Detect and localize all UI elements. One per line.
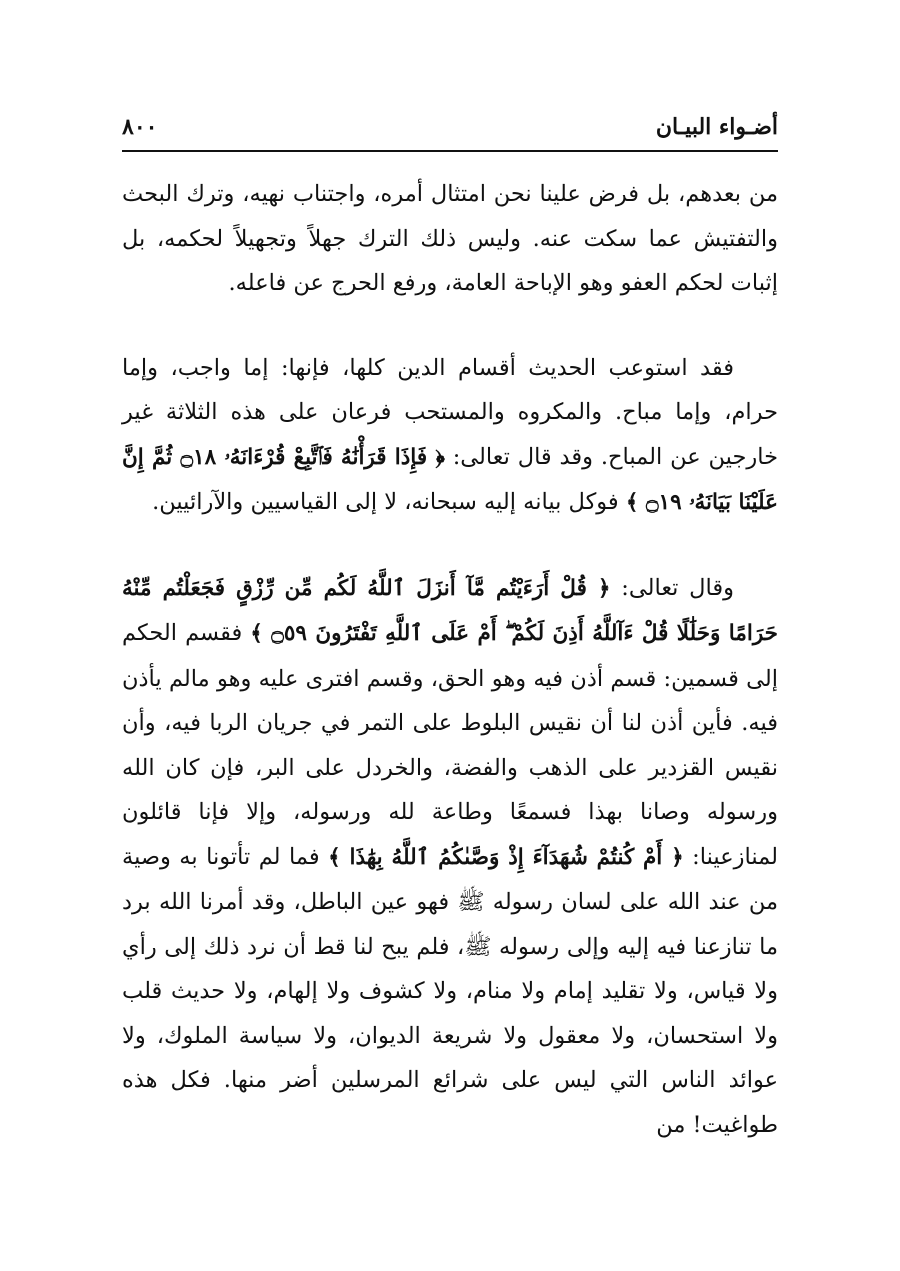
quran-verse: ﴿ أَمْ كُنتُمْ شُهَدَآءَ إِذْ وَصَّىٰكُمُ ٱللَّهُ بِهَٰذَا ﴾ — [328, 844, 684, 870]
paragraph-text: فما لم تأتونا به وصية من عند الله على لسان رسوله ﷺ فهو عين الباطل، وقد أمرنا الله برد ما تنازعنا فيه إليه وإلى رسوله ﷺ، فلم يبح لنا قط أن نرد ذلك إلى رأي ولا قياس، ولا تقليد إمام ولا منام، ولا كشوف ولا إلهام، ولا حديث قلب ولا استحسان، ولا معقول ولا شريعة الديوان، ولا سياسة الملوك، ولا عوائد الناس التي ليس على شرائع المرسلين أضر منها. فكل هذه طواغيت! من — [122, 843, 778, 1138]
paragraph-text: من بعدهم، بل فرض علينا نحن امتثال أمره، واجتناب نهيه، وترك البحث والتفتيش عما سكت عنه. وليس ذلك الترك جهلاً وتجهيلاً لحكمه، بل إثبات لحكم العفو وهو الإباحة العامة، ورفع الحرج عن فاعله. — [122, 181, 778, 296]
paragraph-1 — [122, 172, 778, 306]
book-title: أضـواء البيـان — [655, 114, 778, 140]
header-divider — [122, 150, 778, 152]
paragraph-3 — [122, 566, 778, 1148]
page-number: ٨٠٠ — [122, 114, 158, 140]
quran-verse: ﴿ فَإِذَا قَرَأْنَٰهُ فَٱتَّبِعْ قُرْءَانَهُۥ ۝١٨ ثُمَّ إِنَّ عَلَيْنَا بَيَانَهُۥ ۝١٩ ﴾ — [122, 444, 778, 515]
paragraph-2 — [122, 346, 778, 526]
paragraph-text: وقال تعالى: — [610, 574, 735, 601]
quran-verse: ﴿ قُلْ أَرَءَيْتُم مَّآ أَنزَلَ ٱللَّهُ لَكُم مِّن رِّزْقٍ فَجَعَلْتُم مِّنْهُ حَرَامًا وَحَلَٰلًا قُلْ ءَآللَّهُ أَذِنَ لَكُمْ ۖ أَمْ عَلَى ٱللَّهِ تَفْتَرُونَ ۝٥٩ ﴾ — [122, 575, 778, 646]
page-header — [122, 108, 778, 148]
paragraph-text: فقسم الحكم إلى قسمين: قسم أذن فيه وهو الحق، وقسم افترى عليه وهو مالم يأذن فيه. فأين أذن لنا أن نقيس البلوط على التمر في جريان الربا فيه، وأن نقيس القزدير على الذهب والفضة، والخردل على البر، فإن كان الله ورسوله وصانا بهذا فسمعًا وطاعة لله ورسوله، وإلا فإنا قائلون لمنازعينا: — [122, 620, 778, 870]
paragraph-text: فوكل بيانه إليه سبحانه، لا إلى القياسيين والآرائيين. — [152, 489, 626, 515]
body-text — [122, 172, 778, 1147]
paragraph-text: فقد استوعب الحديث أقسام الدين كلها، فإنها: إما واجب، وإما حرام، وإما مباح. والمكروه والمستحب فرعان على هذه الثلاثة غير خارجين عن المباح. وقد قال تعالى: — [122, 354, 778, 470]
